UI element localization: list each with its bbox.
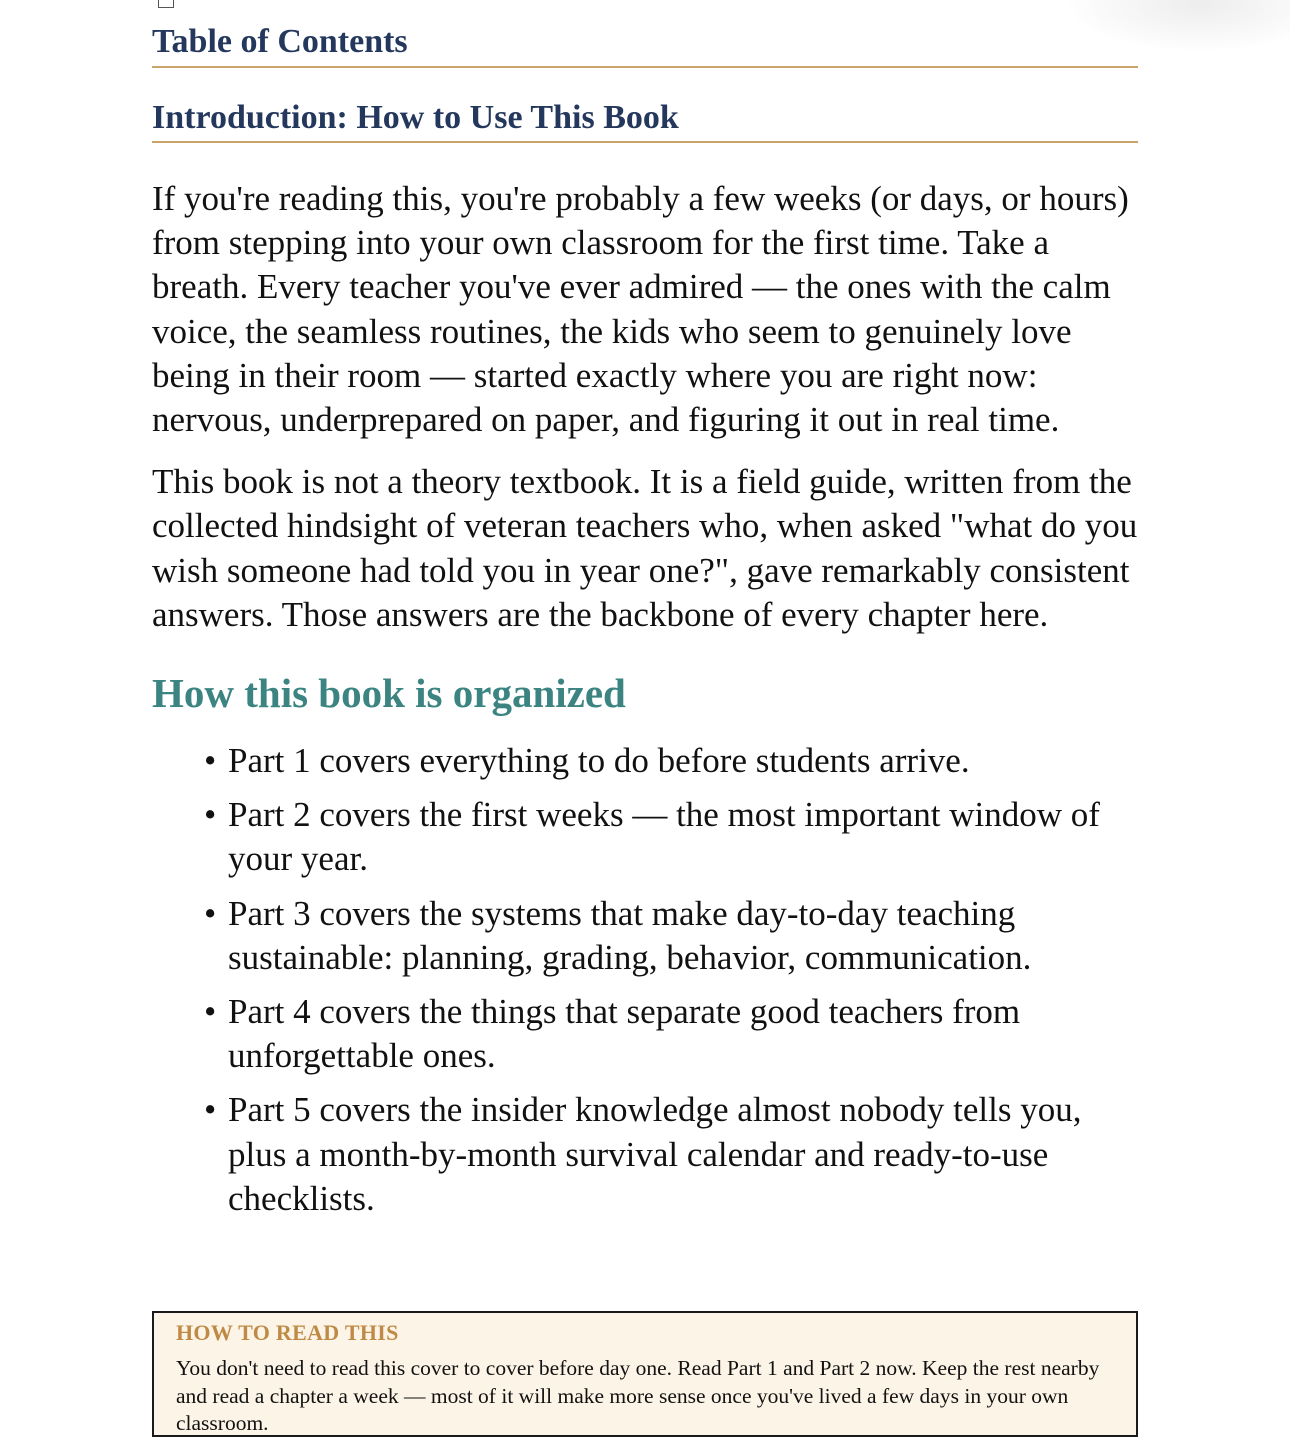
toc-heading[interactable]: Table of Contents (152, 0, 1138, 68)
list-item (188, 1088, 1138, 1221)
bullet-icon: • (204, 795, 217, 835)
list-item (188, 892, 1138, 980)
list-item-text: Part 5 covers the insider knowledge almost nobody tells you, plus a month-by-month survival calendar and ready-to-use checklists. (228, 1090, 1082, 1218)
document-page (152, 0, 1138, 1231)
callout-text: You don't need to read this cover to cover before day one. Read Part 1 and Part 2 now. Keep the rest nearby and read a chapter a week — most of it will make more sense once you've lived a few days in your own classroom. (176, 1356, 1100, 1435)
intro-paragraph-2: This book is not a theory textbook. It is a field guide, written from the collected hindsight of veteran teachers who, when asked "what do you wish someone had told you in year one?", gave remarkably consistent answers. Those answers are the backbone of every chapter here. (152, 462, 1138, 634)
bullet-icon: • (204, 1090, 217, 1130)
bullet-icon: • (204, 992, 217, 1032)
bullet-icon: • (204, 741, 217, 781)
how-to-read-callout (152, 1311, 1138, 1437)
section-heading-organization: How this book is organized (152, 670, 626, 717)
list-item-text: Part 4 covers the things that separate good teachers from unforgettable ones. (228, 992, 1021, 1076)
list-item (188, 739, 1138, 783)
list-item-text: Part 1 covers everything to do before students arrive. (228, 741, 970, 781)
list-item-text: Part 3 covers the systems that make day-to-day teaching sustainable: planning, grading, behavior, communication. (228, 893, 1032, 977)
list-item (188, 793, 1138, 881)
chapter-title: Introduction: How to Use This Book (152, 98, 1138, 143)
list-item-text: Part 2 covers the first weeks — the most important window of your year. (228, 795, 1100, 879)
intro-paragraph-1: If you're reading this, you're probably a few weeks (or days, or hours) from stepping into your own classroom for the first time. Take a breath. Every teacher you've ever admired — the ones with the calm voice, the seamless routines, the kids who seem to genuinely love being in their room — started exactly where you are right now: nervous, underprepared on paper, and figuring it out in real time. (152, 179, 1129, 440)
list-item (188, 990, 1138, 1078)
callout-label: HOW TO READ THIS (176, 1320, 399, 1345)
bullet-icon: • (204, 893, 217, 933)
parts-list (152, 739, 1138, 1221)
